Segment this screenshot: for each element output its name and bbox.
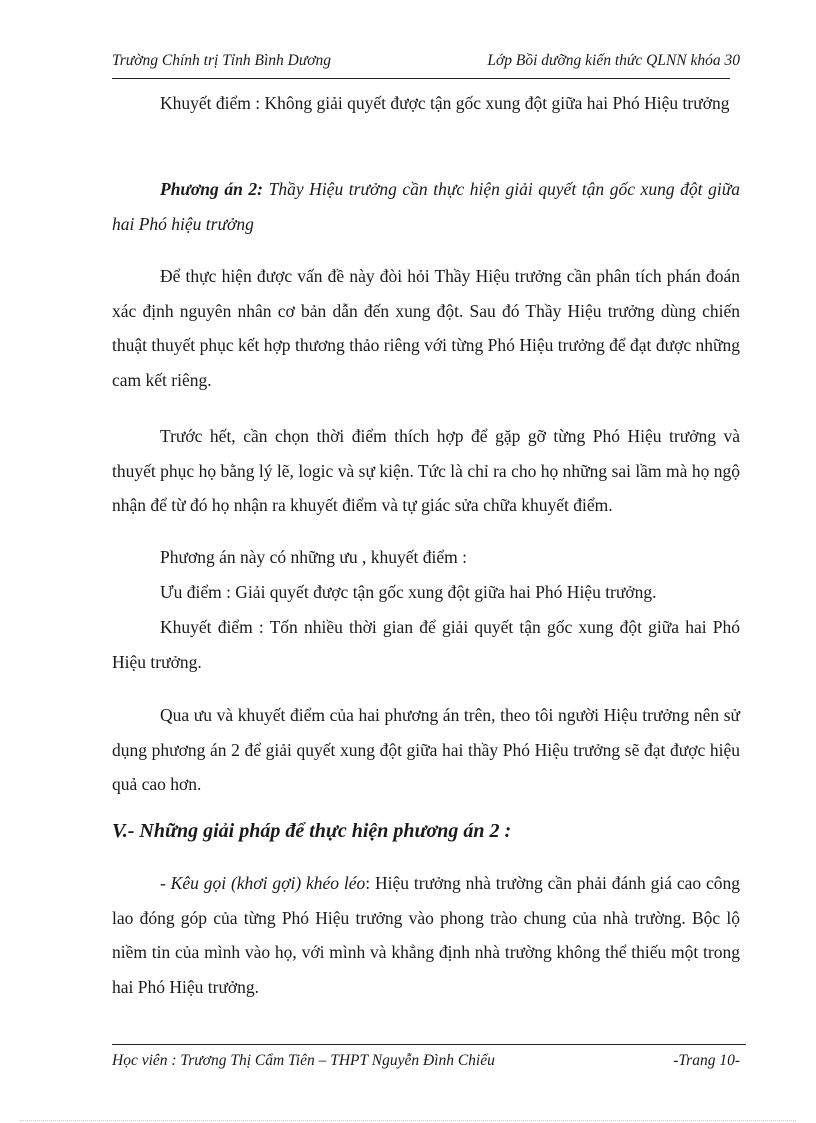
footer-rule: [112, 1044, 746, 1045]
solution-1-label: - Kêu gọi (khơi gợi) khéo léo: [160, 873, 366, 893]
option-2-text: Thầy Hiệu trưởng cần thực hiện giải quyết tận gốc xung đột giữa hai Phó hiệu trưởng: [112, 179, 741, 234]
paragraph-weakness-2: Khuyết điểm : Tốn nhiều thời gian để giải quyết tận gốc xung đột giữa hai Phó Hiệu trưởng.: [112, 617, 740, 672]
option-2-label: Phương án 2:: [160, 179, 264, 199]
paragraph-implementation: Để thực hiện được vấn đề này đòi hỏi Thầy Hiệu trưởng cần phân tích phán đoán xác định nguyên nhân cơ bản dẫn đến xung đột. Sau đó Thầy Hiệu trưởng dùng chiến thuật thuyết phục kết hợp thương thảo riêng với từng Phó Hiệu trưởng để đạt được những cam kết riêng.: [112, 266, 740, 390]
page-header: [112, 52, 740, 74]
header-school: Trường Chính trị Tỉnh Bình Dương: [112, 52, 332, 69]
page-number: -Trang 10-: [673, 1052, 740, 1069]
solution-1-text: : Hiệu trưởng nhà trường cần phải đánh giá cao công lao đóng góp của từng Phó Hiệu trưởng vào phong trào chung của nhà trường. Bộc lộ niềm tin của mình vào họ, với mình và khẳng định nhà trường không thể thiếu một trong hai Phó Hiệu trưởng.: [112, 873, 740, 997]
paragraph-conclusion: Qua ưu và khuyết điểm của hai phương án trên, theo tôi người Hiệu trưởng nên sử dụng phương án 2 để giải quyết xung đột giữa hai thầy Phó Hiệu trưởng sẽ đạt được hiệu quả cao hơn.: [112, 705, 740, 794]
paragraph-solution-1: [112, 866, 740, 1004]
header-rule: [112, 78, 730, 79]
paragraph-pros-cons-intro: Phương án này có những ưu , khuyết điểm :: [160, 547, 467, 567]
page-bottom-border: [20, 1120, 796, 1121]
footer-author: Học viên : Trương Thị Cẩm Tiên – THPT Nguyễn Đình Chiểu: [112, 1052, 495, 1069]
paragraph-strength: Ưu điểm : Giải quyết được tận gốc xung đột giữa hai Phó Hiệu trưởng.: [160, 582, 657, 602]
header-class: Lớp Bồi dưỡng kiến thức QLNN khóa 30: [487, 52, 740, 69]
paragraph-first-step: Trước hết, cần chọn thời điểm thích hợp để gặp gỡ từng Phó Hiệu trưởng và thuyết phục họ bằng lý lẽ, logic và sự kiện. Tức là chỉ ra cho họ những sai lầm mà họ ngộ nhận để từ đó họ nhận ra khuyết điểm và tự giác sửa chữa khuyết điểm.: [112, 426, 740, 515]
page-footer: [112, 1052, 740, 1074]
paragraph-option-2: [112, 172, 740, 241]
section-heading: V.- Những giải pháp để thực hiện phương án 2 :: [112, 820, 512, 842]
paragraph-weakness-1: Khuyết điểm : Không giải quyết được tận gốc xung đột giữa hai Phó Hiệu trưởng: [160, 93, 730, 113]
